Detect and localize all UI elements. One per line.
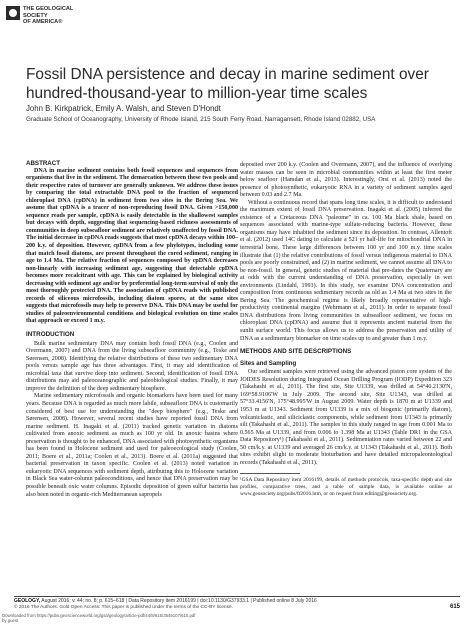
footer-rule bbox=[14, 596, 460, 597]
article-title: Fossil DNA persistence and decay in marine sediment over hundred-thousand-year to million-year time scales bbox=[26, 66, 429, 102]
license-line: © 2016 The Authors. Gold Open Access: This paper is published under the terms of the CC-BY license. bbox=[14, 605, 233, 610]
download-url[interactable]: Downloaded from https://pubs.geoscienceworld.org/gsa/geology/article-pdf/44/8/615/3549107/615.pdf bbox=[2, 613, 196, 618]
left-column bbox=[26, 160, 238, 499]
sites-sampling-heading: Sites and Sampling bbox=[240, 359, 297, 367]
logo-line-1: THE GEOLOGICAL SOCIETY bbox=[23, 6, 74, 19]
abstract-text: DNA in marine sediment contains both fossil sequences and sequences from organisms that live in the sediment. The demarcation between these two pools and their respective rates of turnover are generally unknown. We address these issues by comparing the total extractable DNA pool to the fraction of sequenced chloroplast DNA (cpDNA) in sediment from two sites in the Bering Sea. We assume that cpDNA is a tracer of non-reproducing fossil DNA. Given >150,000 sequence reads per sample, cpDNA is easily detectable in the shallowest samples but decays with depth, suggesting that sequencing-based richness assessments of communities in deep subseafloor sediment are relatively unaffected by fossil DNA. The initial decrease in cpDNA reads suggests that most cpDNA decays within 100–200 k.y. of deposition. However, cpDNA from a few phylotypes, including some that match fossil diatoms, are present throughout the cored sediment, ranging in age to 1.4 Ma. The relative fraction of sequences composed by cpDNA decreases non-linearly with increasing sediment age, suggesting that detectable cpDNA becomes more recalcitrant with age. This can be explained by biological activity decreasing with sediment age and/or by preferential long-term survival of only the most thoroughly protected DNA. The association of cpDNA reads with published records of siliceous microfossils, including diatom spores, at the same sites suggests that microfossils may help to preserve DNA. This DNA may be useful for studies of paleoenvironmental conditions and biological evolution on time scales that approach or exceed 1 m.y. bbox=[26, 167, 238, 325]
right-paragraph-1: deposited over 200 k.y. (Coolen and Overmann, 2007), and the influence of overlying water masses can be seen in microbial communities within at least the first meter below seafloor (Hamdan et al., 2013). Interestingly, Orsi et al. (2013) noted the presence of photosynthetic, eukaryotic RNA in a variety of sediment samples aged between 0.03 and 2.7 Ma. bbox=[240, 162, 452, 199]
right-column bbox=[240, 162, 452, 497]
methods-heading: METHODS AND SITE DESCRIPTIONS bbox=[240, 348, 352, 356]
gsa-emblem-icon bbox=[6, 6, 20, 20]
download-guest: by guest bbox=[2, 618, 19, 623]
download-note bbox=[2, 613, 196, 623]
gsa-logo-text bbox=[23, 6, 96, 26]
authors: John B. Kirkpatrick, Emily A. Walsh, and Steven D'Hondt bbox=[26, 104, 221, 113]
gsa-logo bbox=[6, 6, 96, 32]
intro-paragraph-1: Bulk marine sedimentary DNA may contain both fossil DNA (e.g., Coolen and Overmann, 2007) and DNA from the living subseafloor community (e.g., Teske and Sørensen, 2008). Identifying the relative distributions of these two sedimentary DNA pools versus sample age has three advantages. First, it may aid identification of microbial taxa that survive deep into sediment. Second, identification of fossil DNA distributions may aid paleoceanographic and paleobiological studies. Finally, it may improve the definition of the deep sedimentary biosphere. bbox=[26, 340, 238, 392]
footnote: ¹GSA Data Repository item 2016199, details of methods protocols, taxa-specific depth and site profiles, comparative trees, and a table of sample data, is available online at www.geosociety.org/pubs/ft2016.htm, or on request from editing@geosociety.org. bbox=[240, 477, 452, 497]
logo-line-2: OF AMERICA® bbox=[23, 19, 63, 26]
citation-details: August 2016; v. 44; no. 8; p. 615–618 | Data Repository item 2016199 | doi:10.1130/G37933.1 | Published online 8 July 2016 bbox=[41, 598, 317, 604]
page-number: 615 bbox=[449, 604, 460, 610]
abstract-heading: ABSTRACT bbox=[26, 160, 61, 167]
footnote-rule bbox=[240, 473, 300, 474]
right-paragraph-2: Without a continuous record that spans long time scales, it is difficult to understand the maximum extent of fossil DNA preservation. Inagaki et al. (2005) inferred the existence of a Cretaceous DNA "paleome" in ca. 100 Ma black shale, based on sequences associated with marine-type sulfate-reducing bacteria. However, these organisms may have inhabited the sediment since its deposition. In contrast, Allentoft et al. (2012) used 14C dating to calculate a 521 yr half-life for mitochondrial DNA in terrestrial bone. These large differences between 100 yr and 100 m.y. time scales illustrate that (1) the relative contributions of fossil versus indigenous material to DNA pools are poorly constrained, and (2) in marine sediment, we cannot assume all DNA to be non-fossil. In general, genetic studies of material that pre-dates the Quaternary are at odds with the current understanding of DNA preservation, especially in wet environments (Lindahl, 1993). In this study, we examine DNA concentration and composition from continuous sedimentary records as old as 1.4 Ma at two sites in the Bering Sea. The geochemical regime is likely broadly representative of high-productivity continental margins (Wehrmann et al., 2011). In order to separate fossil DNA distributions from living communities in subseafloor sediment, we focus on chloroplast DNA (cpDNA) and assume that it represents ancient material from the sunlit surface world. This focus allows us to address the preservation and utility of DNA as a sedimentary biomarker on time scales up to and greater than 1 m.y. bbox=[240, 199, 452, 342]
right-paragraph-3: Our sediment samples were retrieved using the advanced piston core system of the JOIDES Resolution during Integrated Ocean Drilling Program (IODP) Expedition 323 (Takahashi et al., 2011). The first site, Site U1339, was drilled at 54°40.2130'N, 169°58.9106'W in July 2009. The second site, Site U1343, was drilled at 57°33.4156'N, 175°48.995'W in August 2009. Water depth is 1870 m at U1339 and 1953 m at U1343. Sediment from U1339 is a mix of biogenic (primarily diatom), volcaniclastic, and siliciclastic components, while sediment from U1343 is primarily silt (Takahashi et al., 2011). The samples in this study ranged in age from 0.001 Ma to 0.565 Ma at U1339, and from 0.006 to 1.398 Ma at U1343 (Table DR1 in the GSA Data Repository¹) (Takahashi et al., 2011). Sedimentation rates varied between 22 and 50 cm/k.y. at U1339 and averaged 26 cm/k.y. at U1343 (Takahashi et al., 2011). Both sites exhibit slight to moderate bioturbation and have detailed micropaleontological records (Takahashi et al., 2011). bbox=[240, 369, 452, 466]
introduction-heading: INTRODUCTION bbox=[26, 331, 75, 339]
journal-name: GEOLOGY, bbox=[14, 598, 41, 604]
intro-paragraph-2: Marine sedimentary microfossils and organic biomarkers have been used for many years. Because DNA is regarded as much more labile, subseafloor DNA is customarily considered of best use for understanding the "deep biosphere" (e.g., Teske and Sørensen, 2008). However, several recent studies have reported fossil DNA from marine sediment. H. Inagaki et al. (2011) tracked genetic variation in diatoms cultivated from anoxic sediment as much as 100 yr old. In anoxic basins where preservation is thought to be enhanced, DNA associated with photosynthetic organisms has been found in Holocene sediment and used for paleoecological study (Coolen, 2011; Boere et al., 2011a; Coolen et al., 2013). Boere et al. (2011a) suggested that bacterial preservation in taxon specific. Coolen et al. (2013) noted variation in eukaryotic DNA sequences with sediment depth, attributing this to Holocene variation in Black Sea water-column paleoconditions, and hence that DNA preservation may be possible beneath oxic water columns. Episodic deposition of green sulfur bacteria has also been noted in organic-rich Mediterranean sapropels bbox=[26, 393, 238, 498]
affiliation: Graduate School of Oceanography, University of Rhode Island, 215 South Ferry Road, Narragansett, Rhode Island 02882, USA bbox=[26, 116, 376, 123]
citation-line bbox=[14, 598, 460, 604]
